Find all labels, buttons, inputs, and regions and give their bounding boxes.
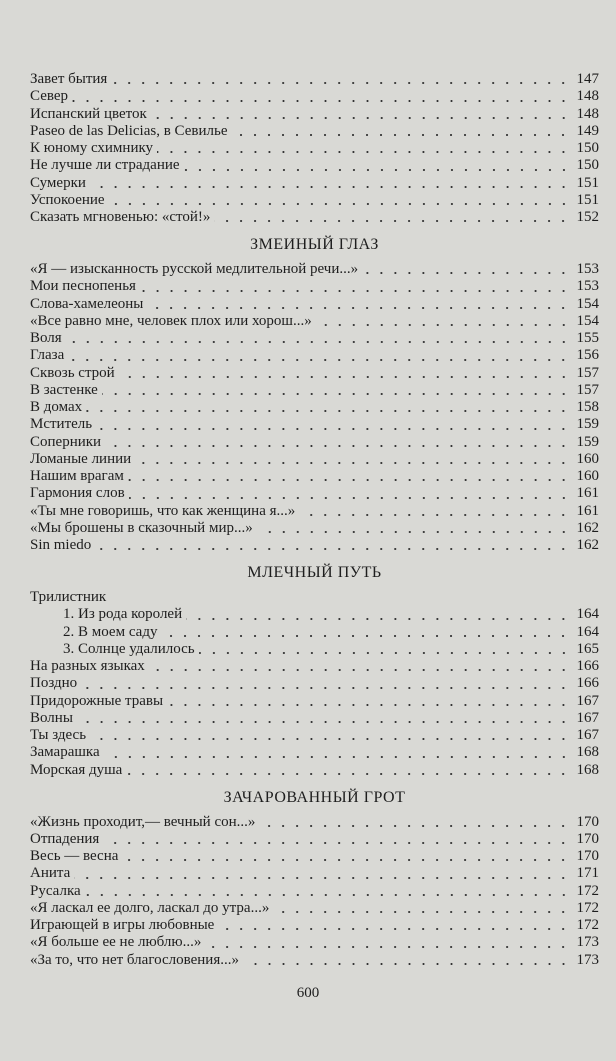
entry-page-number: 173 bbox=[576, 934, 599, 951]
dot-leader bbox=[149, 662, 571, 672]
toc-entry bbox=[30, 624, 599, 641]
entry-page-number: 151 bbox=[576, 174, 599, 191]
entry-title: Анита bbox=[30, 865, 71, 882]
toc-entry bbox=[30, 917, 599, 934]
dot-leader bbox=[66, 334, 571, 344]
toc-entry bbox=[30, 261, 599, 278]
entry-page-number: 172 bbox=[576, 882, 599, 899]
toc-entry bbox=[30, 762, 599, 779]
entry-page-number: 161 bbox=[576, 485, 599, 502]
dot-leader bbox=[316, 317, 571, 327]
dot-leader bbox=[362, 265, 570, 275]
dot-leader bbox=[102, 386, 571, 396]
toc-entry bbox=[30, 106, 599, 123]
entry-page-number: 152 bbox=[576, 209, 599, 225]
toc-entry bbox=[30, 382, 599, 399]
toc-entry bbox=[30, 641, 599, 658]
dot-leader bbox=[218, 921, 570, 931]
dot-leader bbox=[129, 490, 571, 500]
entry-title: Трилистник bbox=[30, 589, 107, 605]
dot-leader bbox=[184, 162, 571, 172]
entry-title: Весь — весна bbox=[30, 848, 119, 864]
entry-title: Ломаные линии bbox=[30, 450, 132, 467]
toc-entry bbox=[30, 606, 599, 623]
entry-title: Морская душа bbox=[30, 761, 123, 778]
toc-entry bbox=[30, 278, 599, 295]
dot-leader bbox=[104, 749, 571, 759]
toc-entry bbox=[30, 883, 599, 900]
entry-title: В застенке bbox=[30, 381, 98, 398]
toc-entry bbox=[30, 434, 599, 451]
entry-page-number: 151 bbox=[576, 191, 599, 208]
entry-page-number: 149 bbox=[576, 122, 599, 139]
entry-page-number: 167 bbox=[576, 692, 599, 709]
dot-leader bbox=[205, 939, 570, 949]
toc-entry bbox=[30, 330, 599, 347]
entry-page-number: 156 bbox=[576, 347, 599, 364]
entry-title: Поздно bbox=[30, 675, 78, 692]
entry-page-number: 159 bbox=[576, 433, 599, 450]
toc-entry bbox=[30, 865, 599, 882]
entry-title: Играющей в игры любовные bbox=[30, 917, 215, 933]
toc-entry bbox=[30, 157, 599, 174]
toc-entry bbox=[30, 416, 599, 433]
toc-entry bbox=[30, 140, 599, 157]
dot-leader bbox=[167, 697, 570, 707]
dot-leader bbox=[257, 524, 571, 534]
entry-page-number: 166 bbox=[576, 675, 599, 692]
entry-page-number: 166 bbox=[576, 658, 599, 674]
entry-page-number: 154 bbox=[576, 295, 599, 312]
table-of-contents bbox=[30, 71, 599, 969]
entry-title: Соперники bbox=[30, 433, 102, 450]
entry-page-number: 171 bbox=[576, 865, 599, 882]
toc-entry bbox=[30, 313, 599, 330]
dot-leader bbox=[140, 283, 571, 293]
entry-title: Испанский цветок bbox=[30, 105, 147, 122]
toc-entry bbox=[30, 88, 599, 105]
entry-title: Отпадения bbox=[30, 830, 100, 847]
entry-title: 3. Солнце удалилось bbox=[63, 640, 195, 657]
entry-page-number: 172 bbox=[576, 917, 599, 933]
dot-leader bbox=[90, 731, 570, 741]
toc-entry bbox=[30, 537, 599, 554]
dot-leader bbox=[161, 628, 570, 638]
toc-entry bbox=[30, 209, 599, 226]
entry-page-number: 150 bbox=[576, 140, 599, 156]
entry-title: Север bbox=[30, 88, 68, 105]
entry-title: 2. В моем саду bbox=[63, 623, 158, 640]
dot-leader bbox=[243, 956, 571, 966]
entry-title: 1. Из рода королей bbox=[63, 606, 183, 623]
toc-entry bbox=[30, 658, 599, 675]
entry-page-number: 148 bbox=[576, 88, 599, 105]
entry-title: «Я больше ее не люблю...» bbox=[30, 934, 202, 951]
dot-leader bbox=[72, 93, 571, 103]
entry-page-number: 157 bbox=[576, 364, 599, 381]
dot-leader bbox=[151, 110, 571, 120]
dot-leader bbox=[95, 541, 570, 551]
entry-page-number: 172 bbox=[576, 899, 599, 916]
entry-page-number: 170 bbox=[576, 830, 599, 847]
entry-title: Волны bbox=[30, 709, 73, 726]
entry-title: Sin miedo bbox=[30, 537, 92, 553]
entry-page-number: 162 bbox=[576, 519, 599, 536]
dot-leader bbox=[81, 680, 570, 690]
toc-entry bbox=[30, 365, 599, 382]
dot-leader bbox=[199, 645, 571, 655]
dot-leader bbox=[273, 904, 570, 914]
entry-page-number: 160 bbox=[576, 468, 599, 484]
entry-title: Сказать мгновенью: «стой!» bbox=[30, 209, 211, 225]
entry-title: Придорожные травы bbox=[30, 692, 164, 709]
entry-title: Мститель bbox=[30, 416, 93, 433]
entry-page-number: 168 bbox=[576, 761, 599, 778]
dot-leader bbox=[157, 144, 570, 154]
entry-page-number: 147 bbox=[576, 71, 599, 87]
entry-title: «Жизнь проходит,— вечный сон...» bbox=[30, 813, 256, 830]
entry-title: Нашим врагам bbox=[30, 468, 124, 484]
entry-title: В домах bbox=[30, 399, 83, 415]
entry-page-number: 153 bbox=[576, 261, 599, 277]
dot-leader bbox=[126, 766, 570, 776]
toc-section bbox=[30, 564, 599, 779]
entry-page-number: 155 bbox=[576, 330, 599, 346]
entry-title: «Все равно мне, человек плох или хорош...» bbox=[30, 312, 312, 329]
entry-page-number: 167 bbox=[576, 709, 599, 726]
toc-entry bbox=[30, 451, 599, 468]
toc-entry bbox=[30, 675, 599, 692]
dot-leader bbox=[259, 818, 570, 828]
entry-page-number: 164 bbox=[576, 623, 599, 640]
dot-leader bbox=[86, 403, 570, 413]
entry-title: Сумерки bbox=[30, 174, 86, 191]
dot-leader bbox=[135, 455, 570, 465]
page-number: 600 bbox=[296, 985, 320, 1001]
toc-entry bbox=[30, 952, 599, 969]
entry-title: Не лучше ли страдание bbox=[30, 157, 180, 174]
toc-entry bbox=[30, 693, 599, 710]
entry-title: «Я ласкал ее долго, ласкал до утра...» bbox=[30, 899, 270, 916]
entry-page-number: 153 bbox=[576, 278, 599, 295]
toc-entry bbox=[30, 814, 599, 831]
toc-entry bbox=[30, 192, 599, 209]
toc-entry bbox=[30, 347, 599, 364]
dot-leader bbox=[186, 611, 570, 621]
entry-title: Завет бытия bbox=[30, 71, 108, 87]
entry-title: Слова-хамелеоны bbox=[30, 295, 144, 312]
toc-entry bbox=[30, 468, 599, 485]
entry-page-number: 162 bbox=[576, 537, 599, 553]
toc-entry bbox=[30, 485, 599, 502]
entry-page-number: 168 bbox=[576, 744, 599, 761]
dot-leader bbox=[128, 472, 571, 482]
entry-title: Успокоение bbox=[30, 191, 105, 208]
entry-title: «Мы брошены в сказочный мир...» bbox=[30, 519, 253, 536]
dot-leader bbox=[68, 352, 570, 362]
dot-leader bbox=[109, 196, 571, 206]
dot-leader bbox=[231, 127, 570, 137]
entry-page-number: 150 bbox=[576, 157, 599, 174]
dot-leader bbox=[147, 300, 570, 310]
toc-entry bbox=[30, 123, 599, 140]
dot-leader bbox=[85, 887, 571, 897]
toc-section bbox=[30, 71, 599, 226]
entry-page-number: 167 bbox=[576, 727, 599, 743]
entry-page-number: 170 bbox=[576, 813, 599, 830]
dot-leader bbox=[214, 213, 570, 223]
toc-entry bbox=[30, 175, 599, 192]
toc-entry bbox=[30, 710, 599, 727]
dot-leader bbox=[299, 507, 570, 517]
entry-title: К юному схимнику bbox=[30, 140, 154, 156]
dot-leader bbox=[122, 852, 570, 862]
toc-entry bbox=[30, 831, 599, 848]
dot-leader bbox=[103, 835, 570, 845]
dot-leader bbox=[77, 714, 571, 724]
entry-title: Сквозь строй bbox=[30, 364, 115, 381]
entry-page-number: 154 bbox=[576, 312, 599, 329]
entry-page-number: 158 bbox=[576, 399, 599, 415]
toc-section bbox=[30, 789, 599, 969]
dot-leader bbox=[111, 75, 570, 85]
entry-title: «Ты мне говоришь, что как женщина я...» bbox=[30, 502, 296, 519]
toc-entry bbox=[30, 744, 599, 761]
entry-title: Воля bbox=[30, 330, 62, 346]
entry-page-number: 173 bbox=[576, 951, 599, 968]
entry-page-number: 157 bbox=[576, 381, 599, 398]
entry-title: Глаза bbox=[30, 347, 65, 364]
toc-entry bbox=[30, 503, 599, 520]
toc-section bbox=[30, 236, 599, 554]
section-heading: МЛЕЧНЫЙ ПУТЬ bbox=[247, 564, 382, 582]
dot-leader bbox=[74, 870, 570, 880]
entry-page-number: 159 bbox=[576, 416, 599, 433]
entry-title: «Я — изысканность русской медлительной речи...» bbox=[30, 261, 359, 277]
dot-leader bbox=[96, 421, 570, 431]
entry-page-number: 148 bbox=[576, 105, 599, 122]
entry-title: Замарашка bbox=[30, 744, 100, 761]
toc-entry bbox=[30, 71, 599, 88]
toc-entry bbox=[30, 296, 599, 313]
entry-page-number: 160 bbox=[576, 450, 599, 467]
dot-leader bbox=[90, 179, 571, 189]
toc-entry bbox=[30, 727, 599, 744]
entry-title: Ты здесь bbox=[30, 727, 87, 743]
entry-title: Гармония слов bbox=[30, 485, 125, 502]
entry-title: Русалка bbox=[30, 882, 81, 899]
entry-page-number: 165 bbox=[576, 640, 599, 657]
toc-entry bbox=[30, 399, 599, 416]
entry-title: «За то, что нет благословения...» bbox=[30, 951, 239, 968]
toc-entry bbox=[30, 934, 599, 951]
entry-page-number: 161 bbox=[576, 502, 599, 519]
entry-title: На разных языках bbox=[30, 658, 145, 674]
entry-title: Paseo de las Delicias, в Севилье bbox=[30, 122, 228, 139]
dot-leader bbox=[119, 369, 571, 379]
toc-entry bbox=[30, 520, 599, 537]
section-heading: ЗМЕИНЫЙ ГЛАЗ bbox=[250, 236, 379, 254]
toc-entry bbox=[30, 848, 599, 865]
section-heading: ЗАЧАРОВАННЫЙ ГРОТ bbox=[223, 788, 406, 806]
dot-leader bbox=[105, 438, 570, 448]
entry-title: Мои песнопенья bbox=[30, 278, 136, 295]
entry-page-number: 170 bbox=[576, 848, 599, 864]
dot-leader bbox=[110, 593, 593, 603]
entry-page-number: 164 bbox=[576, 606, 599, 623]
toc-entry bbox=[30, 589, 599, 606]
toc-entry bbox=[30, 900, 599, 917]
